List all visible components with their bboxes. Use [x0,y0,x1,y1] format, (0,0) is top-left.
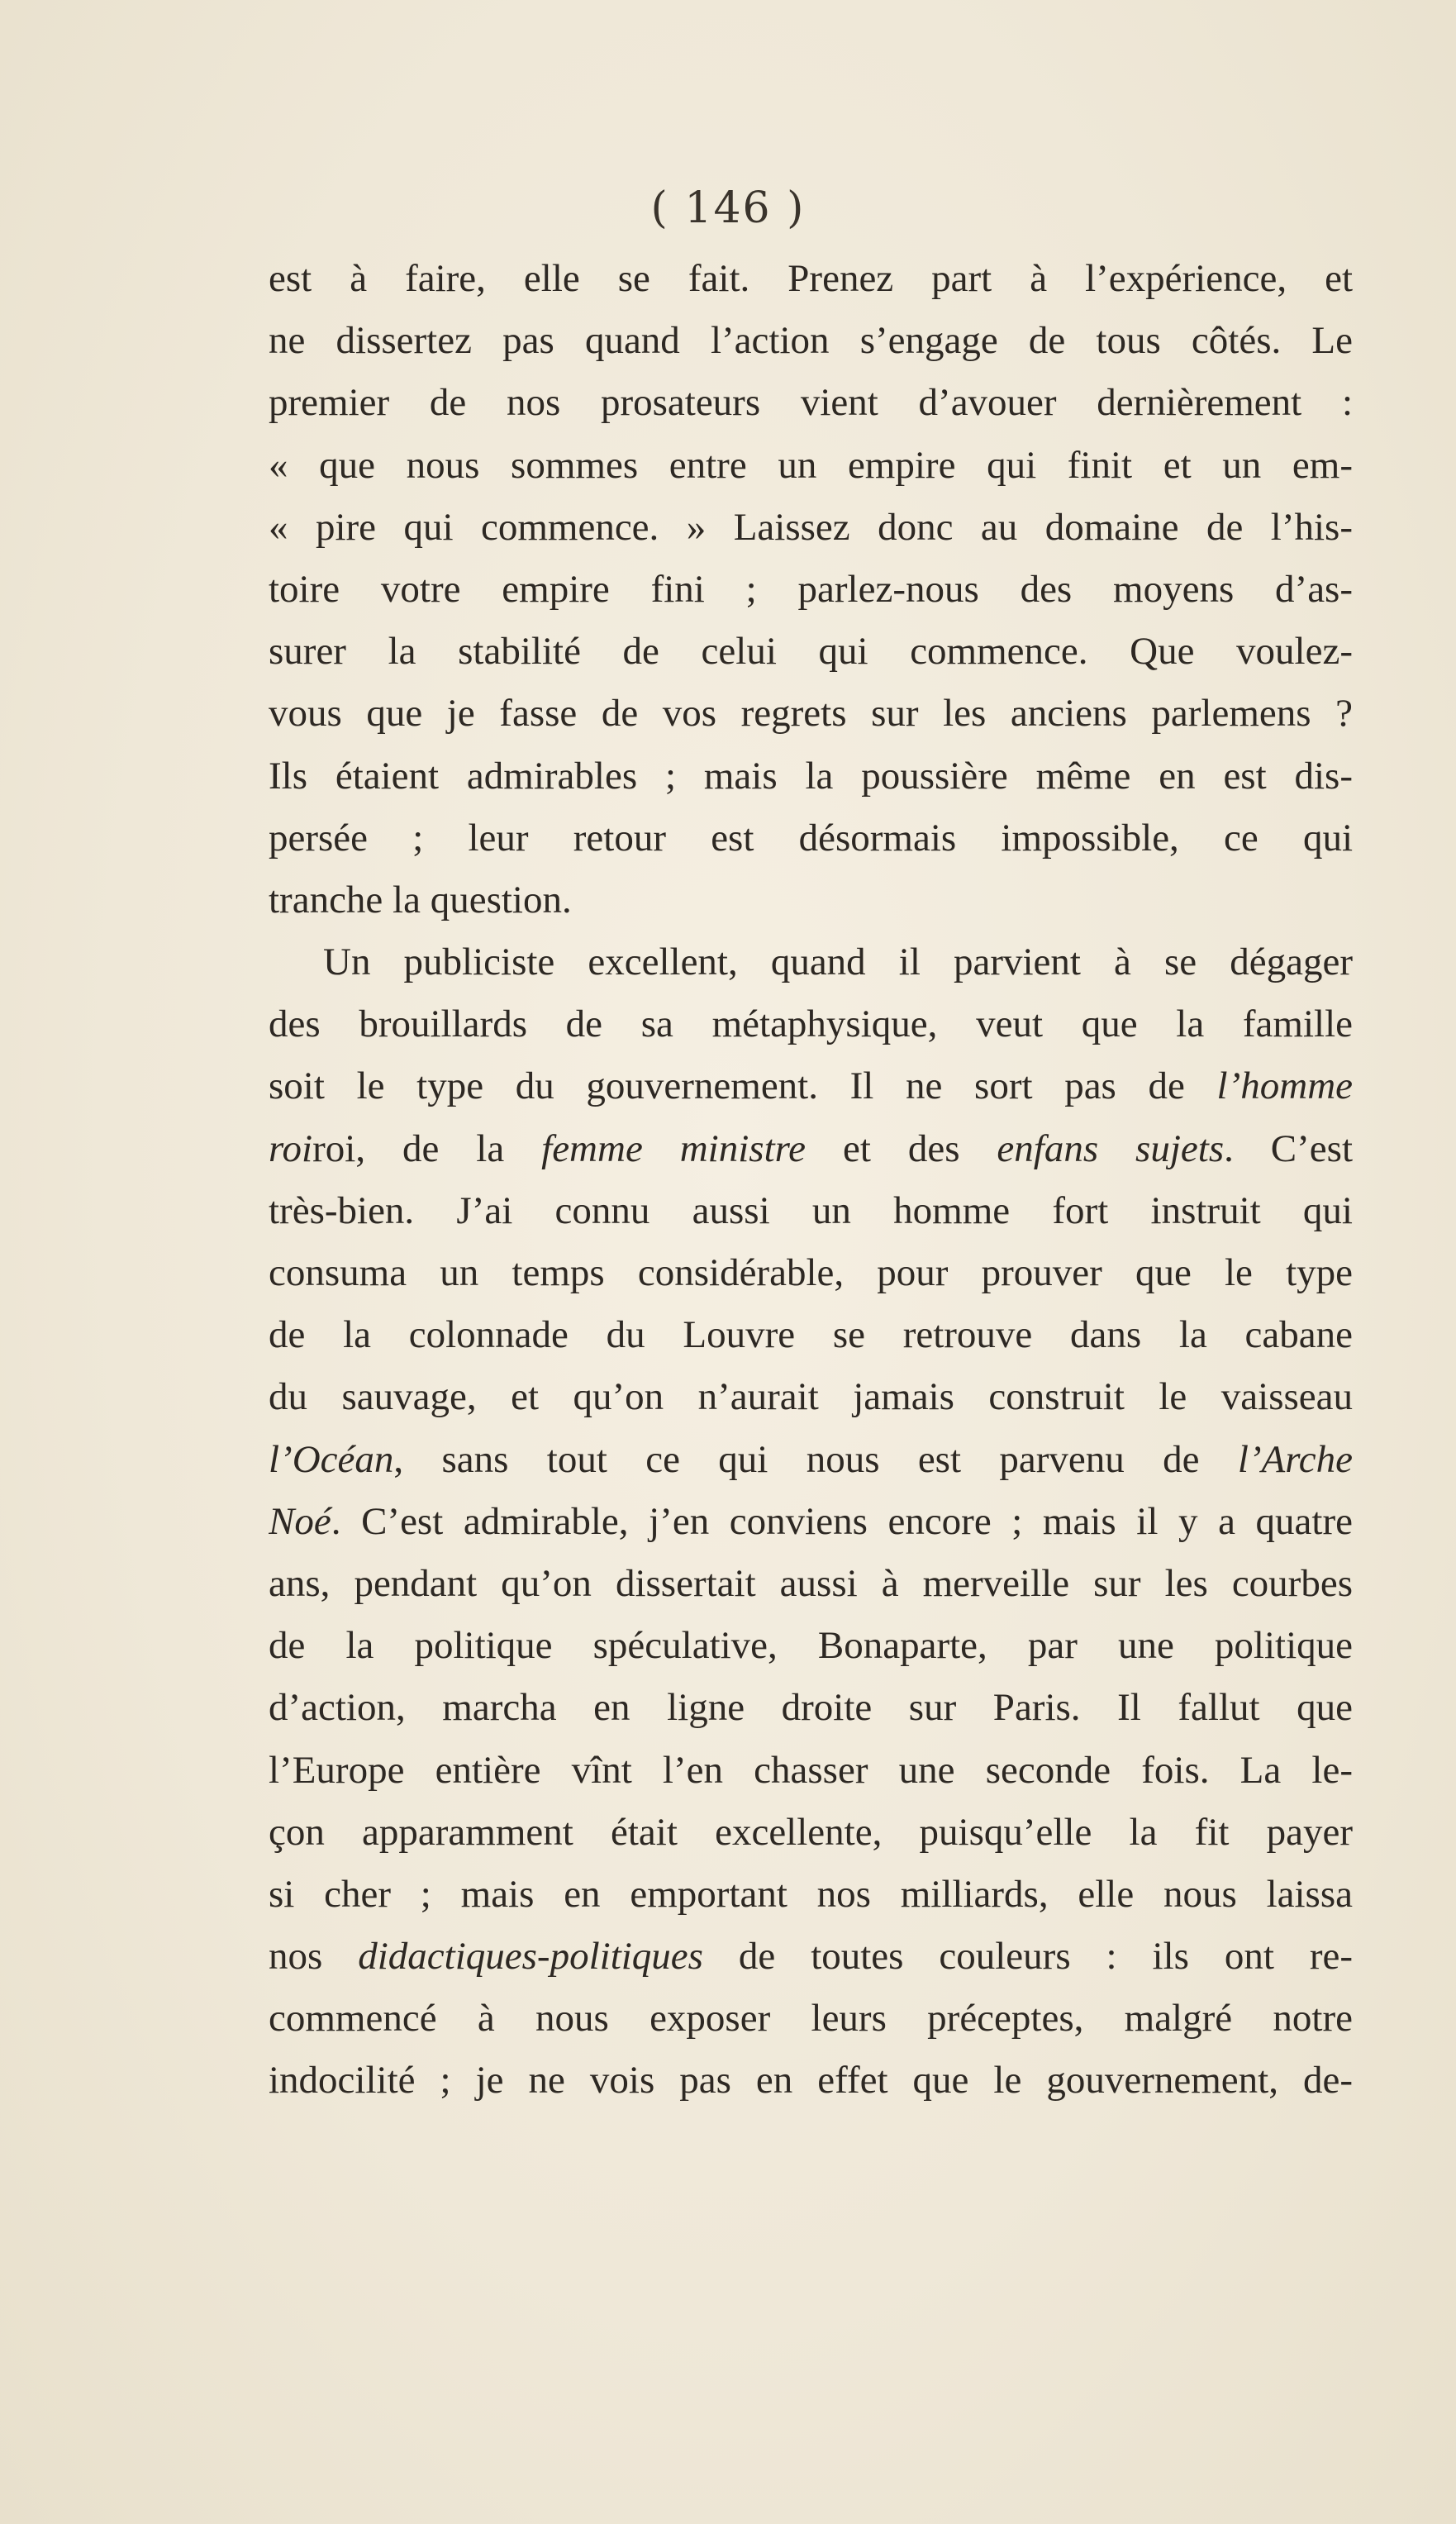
text-line: Un publiciste excellent, quand il parvient à se dégager [323,941,1353,984]
text-line: « pire qui commence. » Laissez donc au domaine de l’his- [269,505,1353,549]
italic-text: didactiques-politiques [358,1935,703,1979]
text-line: d’action, marcha en ligne droite sur Paris. Il fallut que [269,1686,1353,1730]
text-line: si cher ; mais en emportant nos milliards, elle nous laissa [269,1872,1353,1916]
italic-text: Noé [269,1499,331,1543]
text-line: Ils étaient admirables ; mais la poussière même en est dis- [269,754,1353,798]
text-line: des brouillards de sa métaphysique, veut que la famille [269,1002,1353,1046]
text-segment: . C’est admirable, j’en conviens encore ; mais il y a quatre [331,1499,1353,1543]
text-line: du sauvage, et qu’on n’aurait jamais construit le vaisseau [269,1375,1353,1419]
text-line: çon apparamment était excellente, puisqu’elle la fit payer [269,1810,1353,1854]
text-segment: et des [842,1126,960,1170]
text-line: premier de nos prosateurs vient d’avouer dernièrement : [269,381,1353,425]
text-line: toire votre empire fini ; parlez-nous des moyens d’as- [269,567,1353,611]
italic-text: femme ministre [541,1126,807,1170]
text-line: tranche la question. [269,878,572,921]
text-segment: roi, de la [312,1126,505,1170]
italic-text: enfans sujets [997,1126,1225,1170]
text-segment: nos [269,1935,323,1979]
text-line: consuma un temps considérable, pour prouver que le type [269,1251,1353,1294]
text-line: indocilité ; je ne vois pas en effet que le gouvernement, de- [269,2059,1353,2103]
text-segment: de toutes couleurs : ils ont re- [738,1935,1353,1979]
text-line [269,1926,1353,1988]
text-line: commencé à nous exposer leurs préceptes, malgré notre [269,1997,1353,2041]
text-line [269,1429,1353,1491]
text-line: l’Europe entière vînt l’en chasser une seconde fois. La le- [269,1748,1353,1792]
text-line [269,1491,1353,1553]
text-line: de la colonnade du Louvre se retrouve dans la cabane [269,1313,1353,1357]
text-line [269,1055,1353,1117]
text-line: surer la stabilité de celui qui commence. Que voulez- [269,630,1353,674]
italic-text: l’homme [1216,1064,1353,1108]
text-segment: soit le type du gouvernement. Il ne sort pas de [269,1064,1185,1108]
text-line: très-bien. J’ai connu aussi un homme fort instruit qui [269,1188,1353,1232]
text-segment: . C’est [1224,1126,1353,1170]
text-segment: , sans tout ce qui nous est parvenu de [393,1437,1200,1481]
text-line: « que nous sommes entre un empire qui finit et un em- [269,443,1353,487]
text-line: ne dissertez pas quand l’action s’engage de tous côtés. Le [269,319,1353,363]
text-line: est à faire, elle se fait. Prenez part à l’expérience, et [269,257,1353,300]
text-line: vous que je fasse de vos regrets sur les anciens parlemens ? [269,692,1353,736]
text-line [269,1118,1353,1180]
text-line: de la politique spéculative, Bonaparte, par une politique [269,1624,1353,1668]
text-line: ans, pendant qu’on dissertait aussi à merveille sur les courbes [269,1561,1353,1605]
page-number: ( 146 ) [650,183,806,233]
italic-text: l’Océan [269,1437,394,1481]
italic-text: roi [269,1126,313,1170]
page-text [269,248,1353,2112]
italic-text: l’Arche [1237,1437,1353,1481]
text-line: persée ; leur retour est désormais impossible, ce qui [269,816,1353,860]
